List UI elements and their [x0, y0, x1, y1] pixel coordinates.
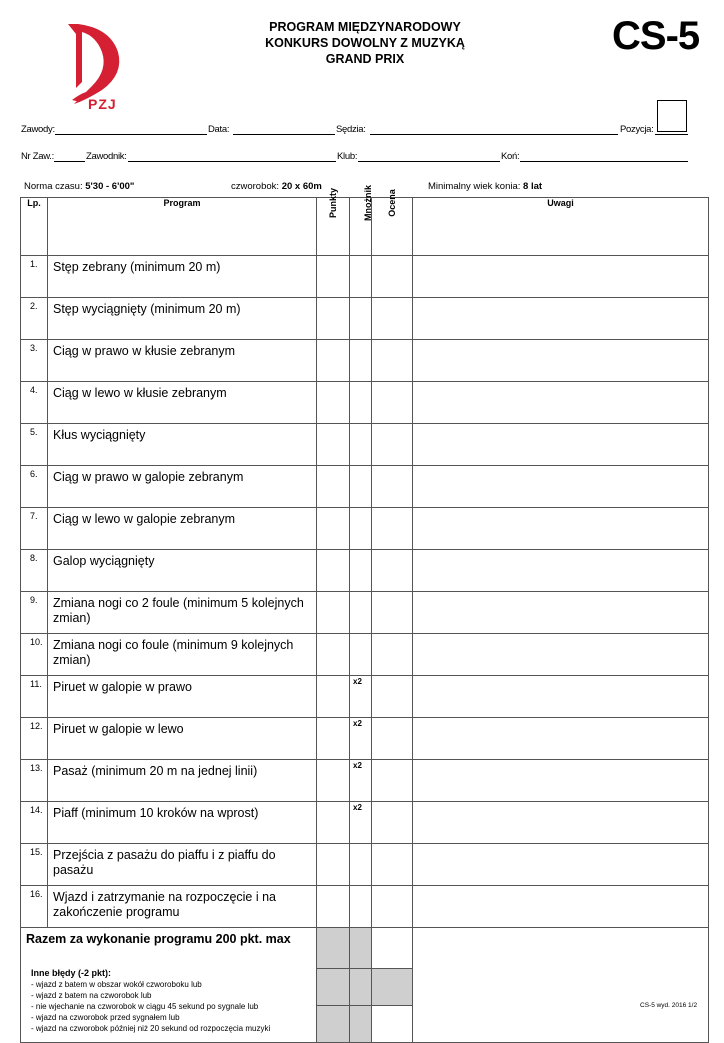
row-program: Kłus wyciągnięty — [48, 424, 317, 466]
row-mnoznik — [350, 844, 372, 886]
errors-mnoznik — [350, 968, 372, 1005]
row-uwagi[interactable] — [413, 508, 709, 550]
sedzia-field[interactable] — [370, 134, 618, 135]
row-uwagi[interactable] — [413, 424, 709, 466]
row-program: Ciąg w prawo w galopie zebranym — [48, 466, 317, 508]
row-mnoznik — [350, 592, 372, 634]
row-ocena[interactable] — [372, 802, 413, 844]
row-ocena[interactable] — [372, 592, 413, 634]
row-punkty[interactable] — [317, 592, 350, 634]
row-program: Zmiana nogi co 2 foule (minimum 5 kolejnych zmian) — [48, 592, 317, 634]
row-uwagi[interactable] — [413, 676, 709, 718]
row-program: Przejścia z pasażu do piaffu i z piaffu do pasażu — [48, 844, 317, 886]
row-punkty[interactable] — [317, 382, 350, 424]
row-mnoznik: x2 — [350, 760, 372, 802]
row-mnoznik: x2 — [350, 802, 372, 844]
header-mnoznik-text: Mnożnik — [363, 185, 373, 221]
row-program: Stęp wyciągnięty (minimum 20 m) — [48, 298, 317, 340]
position-box[interactable] — [657, 100, 687, 132]
norma-czasu-label: Norma czasu: — [24, 181, 86, 192]
row-uwagi[interactable] — [413, 592, 709, 634]
header-ocena — [372, 189, 413, 256]
row-program: Ciąg w lewo w kłusie zebranym — [48, 382, 317, 424]
table-row — [21, 886, 709, 928]
norma-czasu — [24, 181, 134, 192]
row-punkty[interactable] — [317, 760, 350, 802]
row-mnoznik — [350, 382, 372, 424]
table-row — [21, 340, 709, 382]
error-item: - wjazd z batem w obszar wokół czworoboku lub — [31, 980, 202, 989]
row-ocena[interactable] — [372, 886, 413, 928]
page-title — [200, 19, 530, 67]
table-row — [21, 550, 709, 592]
error-item: - wjazd na czworobok przed sygnałem lub — [31, 1013, 180, 1022]
row-program: Piruet w galopie w lewo — [48, 718, 317, 760]
header-punkty — [317, 187, 350, 256]
row-mnoznik — [350, 340, 372, 382]
row-punkty[interactable] — [317, 424, 350, 466]
row-number: 13. — [21, 760, 48, 802]
zawodnik-label: Zawodnik: — [86, 151, 127, 162]
nr-zaw-field[interactable] — [54, 161, 85, 162]
row-punkty[interactable] — [317, 340, 350, 382]
pozycja-label: Pozycja: — [620, 124, 654, 135]
row-number: 10. — [21, 634, 48, 676]
table-row — [21, 256, 709, 298]
row-program: Piaff (minimum 10 kroków na wprost) — [48, 802, 317, 844]
errors-punkty — [317, 968, 350, 1005]
pzj-logo — [62, 22, 132, 117]
table-row — [21, 592, 709, 634]
row-punkty[interactable] — [317, 634, 350, 676]
row-program: Stęp zebrany (minimum 20 m) — [48, 256, 317, 298]
pozycja-field[interactable] — [655, 134, 688, 135]
row-punkty[interactable] — [317, 298, 350, 340]
row-punkty[interactable] — [317, 550, 350, 592]
total-punkty — [317, 928, 350, 969]
row-ocena[interactable] — [372, 718, 413, 760]
row-ocena[interactable] — [372, 676, 413, 718]
row-punkty[interactable] — [317, 676, 350, 718]
footer-version: CS-5 wyd. 2016 1/2 — [640, 1002, 698, 1009]
row-punkty[interactable] — [317, 886, 350, 928]
zawodnik-field[interactable] — [128, 161, 336, 162]
row-number: 12. — [21, 718, 48, 760]
row-program: Wjazd i zatrzymanie na rozpoczęcie i na zakończenie programu — [48, 886, 317, 928]
row-ocena[interactable] — [372, 298, 413, 340]
nr-zaw-label: Nr Zaw.: — [21, 151, 54, 162]
row-mnoznik — [350, 256, 372, 298]
row-number: 11. — [21, 676, 48, 718]
table-row — [21, 634, 709, 676]
row-ocena[interactable] — [372, 844, 413, 886]
header-ocena-text: Ocena — [386, 189, 397, 217]
total-row — [21, 928, 709, 969]
row-number: 2. — [21, 298, 48, 340]
row-mnoznik — [350, 886, 372, 928]
table-row — [21, 508, 709, 550]
row-uwagi[interactable] — [413, 886, 709, 928]
form-code: CS-5 — [612, 14, 700, 58]
row-ocena[interactable] — [372, 550, 413, 592]
logo-text: PZJ — [88, 96, 117, 112]
title-line-1: PROGRAM MIĘDZYNARODOWY — [269, 20, 461, 34]
row-punkty[interactable] — [317, 508, 350, 550]
zawody-label: Zawody: — [21, 124, 55, 135]
row-program: Galop wyciągnięty — [48, 550, 317, 592]
row-number: 1. — [21, 256, 48, 298]
title-line-2: KONKURS DOWOLNY Z MUZYKĄ — [265, 36, 465, 50]
error-item: - nie wjechanie na czworobok w ciągu 45 sekund po sygnale lub — [31, 1002, 259, 1011]
row-uwagi[interactable] — [413, 844, 709, 886]
header-punkty-text: Punkty — [327, 187, 338, 219]
row-punkty[interactable] — [317, 718, 350, 760]
table-row — [21, 466, 709, 508]
czworobok-label: czworobok: — [231, 181, 282, 192]
row-mnoznik: x2 — [350, 676, 372, 718]
row-mnoznik — [350, 634, 372, 676]
table-row — [21, 676, 709, 718]
row-uwagi[interactable] — [413, 298, 709, 340]
row-number: 7. — [21, 508, 48, 550]
title-line-3: GRAND PRIX — [325, 52, 405, 66]
table-row — [21, 718, 709, 760]
czworobok-value: 20 x 60m — [281, 181, 322, 192]
table-row — [21, 844, 709, 886]
table-row — [21, 424, 709, 466]
wiek-label: Minimalny wiek konia: — [428, 181, 524, 192]
row-mnoznik — [350, 508, 372, 550]
data-field[interactable] — [233, 134, 335, 135]
row-number: 8. — [21, 550, 48, 592]
row-uwagi[interactable] — [413, 634, 709, 676]
row-program: Zmiana nogi co foule (minimum 9 kolejnych zmian) — [48, 634, 317, 676]
row-mnoznik: x2 — [350, 718, 372, 760]
row-uwagi[interactable] — [413, 256, 709, 298]
header-lp: Lp. — [21, 198, 48, 256]
row-ocena[interactable] — [372, 634, 413, 676]
row-uwagi[interactable] — [413, 340, 709, 382]
czworobok — [231, 181, 322, 192]
total-mnoznik — [350, 928, 372, 969]
table-row — [21, 298, 709, 340]
row-program: Piruet w galopie w prawo — [48, 676, 317, 718]
row-uwagi[interactable] — [413, 466, 709, 508]
row-number: 3. — [21, 340, 48, 382]
row-mnoznik — [350, 466, 372, 508]
klub-field[interactable] — [358, 161, 500, 162]
row-ocena[interactable] — [372, 760, 413, 802]
klub-label: Klub: — [337, 151, 358, 162]
header-uwagi: Uwagi — [413, 198, 709, 256]
row-punkty[interactable] — [317, 256, 350, 298]
table-row — [21, 802, 709, 844]
row-number: 5. — [21, 424, 48, 466]
sedzia-label: Sędzia: — [336, 124, 366, 135]
row-uwagi[interactable] — [413, 718, 709, 760]
row-punkty[interactable] — [317, 466, 350, 508]
row-mnoznik — [350, 424, 372, 466]
table-row — [21, 760, 709, 802]
error-item: - wjazd na czworobok później niż 20 sekund od rozpoczęcia muzyki — [31, 1024, 271, 1033]
row-number: 4. — [21, 382, 48, 424]
row-ocena[interactable] — [372, 340, 413, 382]
errors-cell — [21, 968, 317, 1042]
row-punkty[interactable] — [317, 802, 350, 844]
row-number: 16. — [21, 886, 48, 928]
row-ocena[interactable] — [372, 466, 413, 508]
data-label: Data: — [208, 124, 230, 135]
table-row — [21, 382, 709, 424]
error-item: - wjazd z batem na czworobok lub — [31, 991, 152, 1000]
kon-label: Koń: — [501, 151, 520, 162]
row-mnoznik — [350, 298, 372, 340]
total-uwagi[interactable] — [413, 928, 709, 1043]
row-uwagi[interactable] — [413, 550, 709, 592]
zawody-field[interactable] — [55, 134, 207, 135]
row-uwagi[interactable] — [413, 760, 709, 802]
row-ocena[interactable] — [372, 382, 413, 424]
row-number: 9. — [21, 592, 48, 634]
row-program: Ciąg w prawo w kłusie zebranym — [48, 340, 317, 382]
row-mnoznik — [350, 550, 372, 592]
row-program: Pasaż (minimum 20 m na jednej linii) — [48, 760, 317, 802]
norma-czasu-value: 5'30 - 6'00" — [85, 181, 135, 192]
row-uwagi[interactable] — [413, 382, 709, 424]
row-ocena[interactable] — [372, 256, 413, 298]
minimalny-wiek — [428, 181, 542, 192]
total-ocena[interactable] — [372, 928, 413, 969]
header-program: Program — [48, 198, 317, 256]
wiek-value: 8 lat — [523, 181, 543, 192]
row-number: 15. — [21, 844, 48, 886]
row-uwagi[interactable] — [413, 802, 709, 844]
total-label: Razem za wykonanie programu 200 pkt. max — [21, 928, 317, 969]
row-number: 6. — [21, 466, 48, 508]
row-punkty[interactable] — [317, 844, 350, 886]
errors-title: Inne błędy (-2 pkt): — [31, 968, 112, 978]
row-ocena[interactable] — [372, 508, 413, 550]
table-header — [21, 198, 709, 256]
header-mnoznik — [350, 185, 373, 256]
row-program: Ciąg w lewo w galopie zebranym — [48, 508, 317, 550]
row-ocena[interactable] — [372, 424, 413, 466]
row-number: 14. — [21, 802, 48, 844]
kon-field[interactable] — [520, 161, 688, 162]
errors-ocena — [372, 968, 413, 1005]
